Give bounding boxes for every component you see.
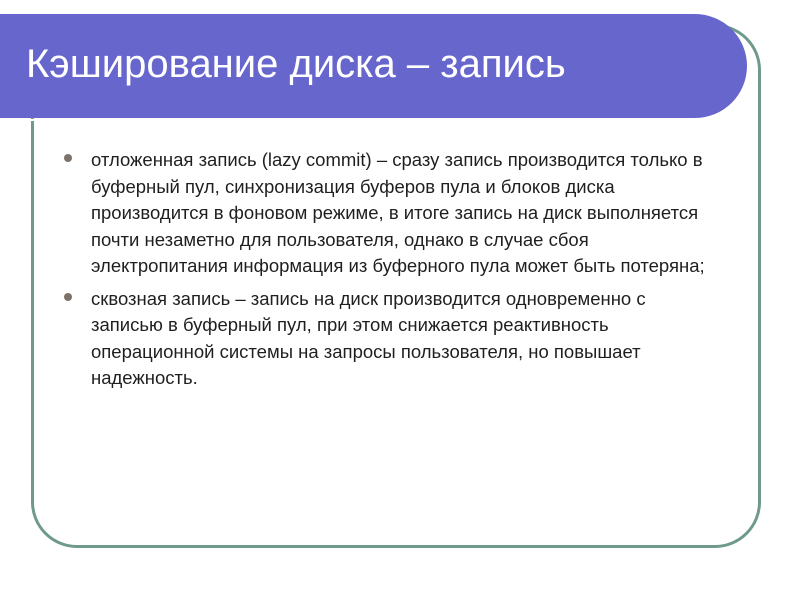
- slide-title: Кэширование диска – запись: [26, 42, 566, 86]
- bullet-dot-icon: [64, 154, 72, 162]
- bullet-text: отложенная запись (lazy commit) – сразу запись производится только в буферный пул, синхронизация буферов пула и блоков диска производится в фоновом режиме, в итоге запись на диск выполняется почти незаметно для пользователя, однако в случае сбоя электропитания информация из буферного пула может быть потеряна;: [91, 149, 705, 276]
- bullet-dot-icon: [64, 293, 72, 301]
- title-underline: [0, 119, 708, 121]
- bullet-text: сквозная запись – запись на диск производится одновременно с записью в буферный пул, при этом снижается реактивность операционной системы на запросы пользователя, но повышает надежность.: [91, 287, 646, 388]
- bullet-item-write-through: [62, 286, 722, 392]
- bullet-item-lazy-commit: [62, 147, 722, 280]
- bullet-list: [62, 147, 722, 398]
